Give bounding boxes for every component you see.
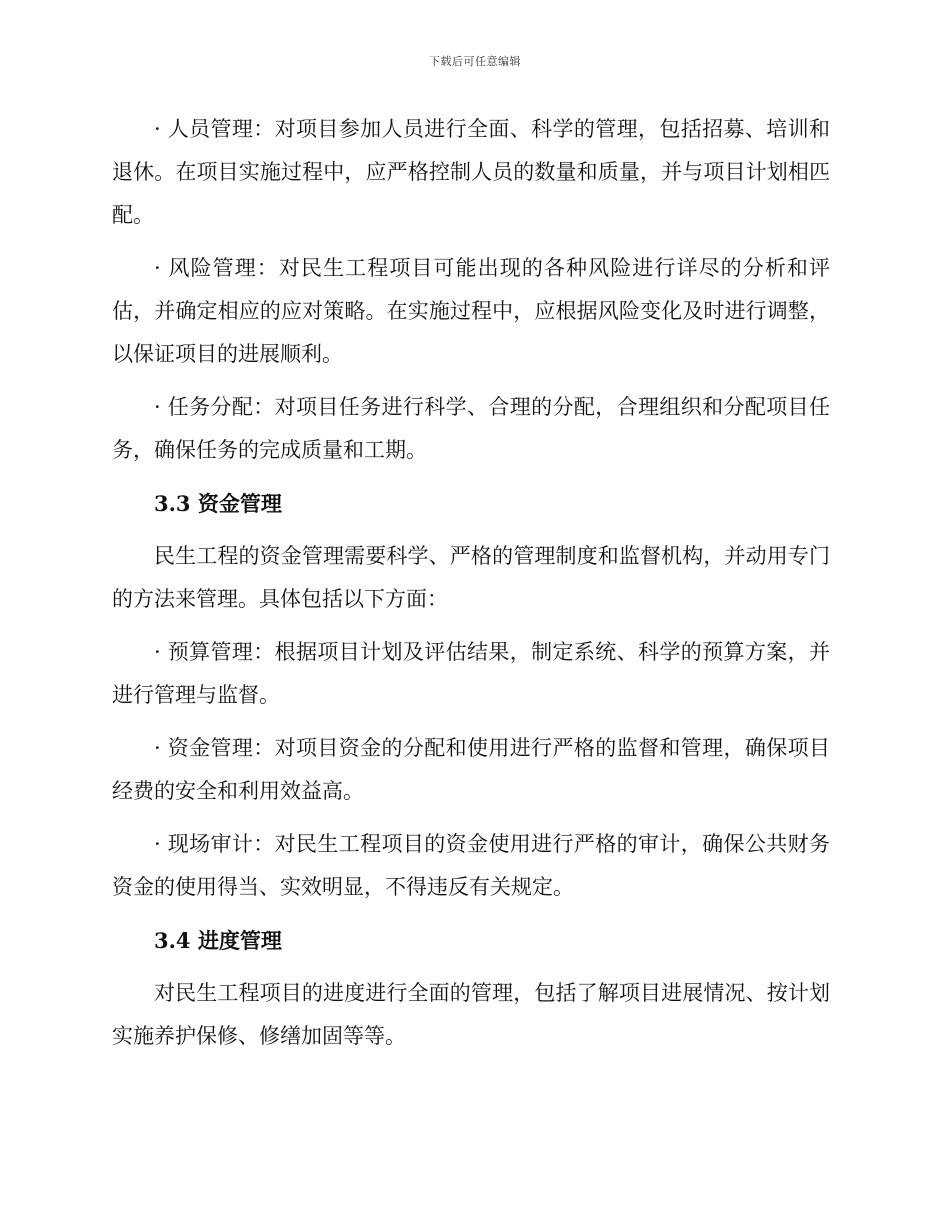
bullet-task-allocation: · 任务分配：对项目任务进行科学、合理的分配，合理组织和分配项目任务，确保任务的完成质量和工期。 (112, 395, 830, 462)
bullet-site-audit: · 现场审计：对民生工程项目的资金使用进行严格的审计，确保公共财务资金的使用得当、实效明显，不得违反有关规定。 (112, 832, 830, 899)
section-heading-3-4: 3.4 进度管理 (154, 928, 282, 953)
bullet-personnel-management: · 人员管理：对项目参加人员进行全面、科学的管理，包括招募、培训和退休。在项目实施过程中，应严格控制人员的数量和质量，并与项目计划相匹配。 (112, 117, 830, 227)
paragraph-fund-management-intro: 民生工程的资金管理需要科学、严格的管理制度和监督机构，并动用专门的方法来管理。具体包括以下方面： (112, 544, 830, 611)
bullet-fund-management: · 资金管理：对项目资金的分配和使用进行严格的监督和管理，确保项目经费的安全和利用效益高。 (112, 736, 830, 803)
section-heading-3-3: 3.3 资金管理 (154, 491, 282, 516)
document-body (112, 108, 830, 1068)
bullet-budget-management: · 预算管理：根据项目计划及评估结果，制定系统、科学的预算方案，并进行管理与监督。 (112, 640, 830, 707)
bullet-risk-management: · 风险管理：对民生工程项目可能出现的各种风险进行详尽的分析和评估，并确定相应的应对策略。在实施过程中，应根据风险变化及时进行调整，以保证项目的进展顺利。 (112, 256, 830, 366)
page-header: 下载后可任意编辑 (429, 55, 521, 68)
paragraph-progress-management: 对民生工程项目的进度进行全面的管理，包括了解项目进展情况、按计划实施养护保修、修缮加固等等。 (112, 981, 830, 1048)
